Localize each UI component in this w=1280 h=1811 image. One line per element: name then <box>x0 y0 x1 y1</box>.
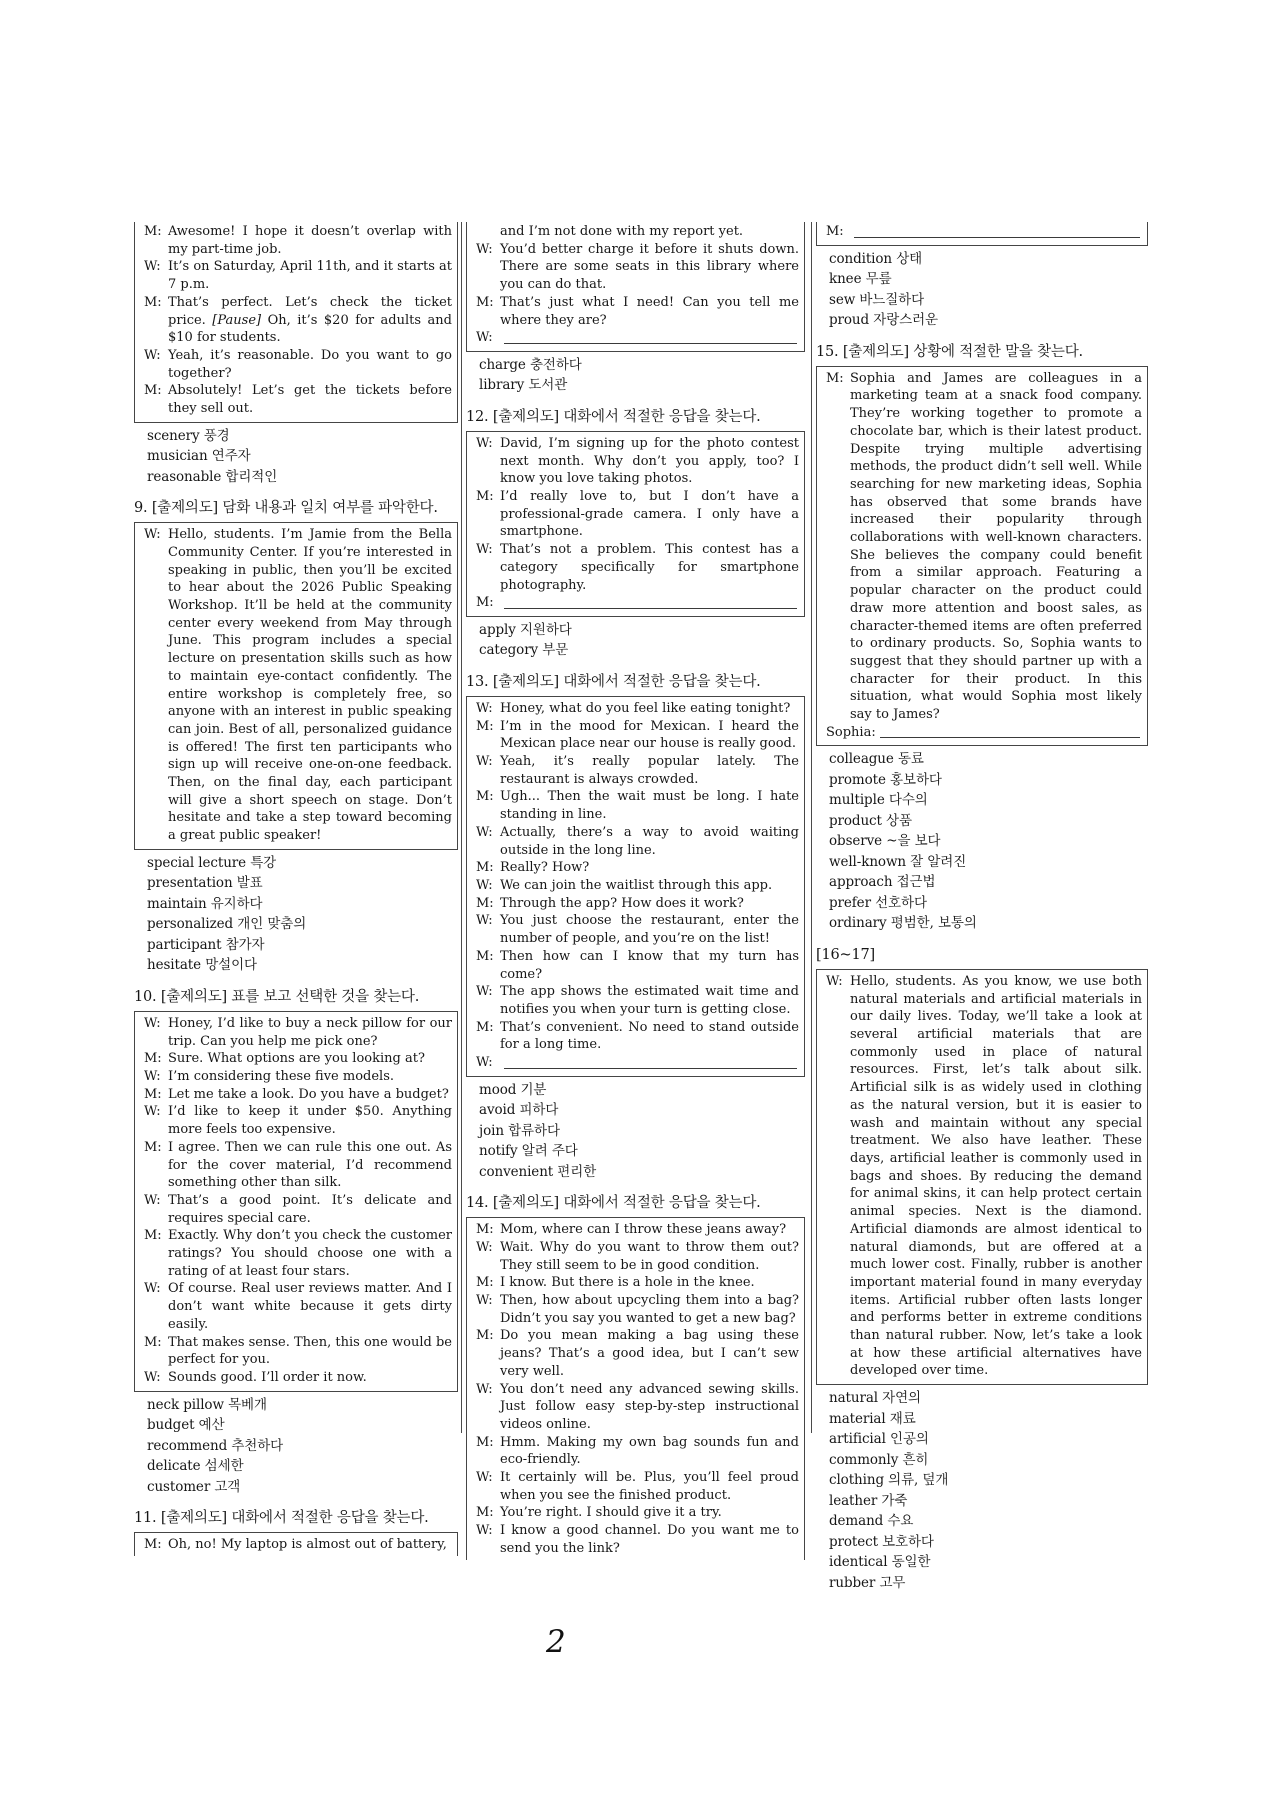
vocab-item: sew 바느질하다 <box>829 291 925 308</box>
dialogue-text: Yeah, it’s really popular lately. The restaurant is always crowded. <box>500 754 799 787</box>
dialogue-line <box>144 294 452 347</box>
dialogue-text: Sounds good. I’ll order it now. <box>168 1369 367 1385</box>
dialogue-box <box>466 1217 805 1559</box>
vocab-item: budget 예산 <box>147 1417 225 1434</box>
dialogue-text: That’s convenient. No need to stand outside for a long time. <box>500 1019 799 1053</box>
dialogue-line <box>826 370 1142 724</box>
vocab-item: scenery 풍경 <box>147 427 230 444</box>
vocab-list <box>134 850 458 978</box>
speaker-label: M: <box>476 1275 494 1291</box>
speaker-label: M: <box>144 1537 162 1553</box>
speaker-label: W: <box>476 435 493 451</box>
speaker-label: M: <box>476 860 494 876</box>
speaker-label: M: <box>144 224 162 239</box>
vocab-item: product 상품 <box>829 812 912 829</box>
dialogue-line <box>476 329 799 347</box>
dialogue-text: It’s on Saturday, April 11th, and it starts at 7 p.m. <box>168 259 452 293</box>
question-header: 12. [출제의도] 대화에서 적절한 응답을 찾는다. <box>466 408 761 425</box>
dialogue-text: The app shows the estimated wait time and notifies you when your turn is getting close. <box>500 984 799 1017</box>
dialogue-text: That’s just what I need! Can you tell me where they are? <box>500 294 799 328</box>
question-header: 11. [출제의도] 대화에서 적절한 응답을 찾는다. <box>134 1510 429 1527</box>
dialogue-text: Hmm. Making my own bag sounds fun and eco-friendly. <box>500 1434 799 1468</box>
vocab-item: commonly 흔히 <box>829 1451 929 1468</box>
speaker-label: M: <box>476 1019 494 1035</box>
speaker-label: W: <box>144 259 161 275</box>
dialogue-text: I’d really love to, but I don’t have a professional-grade camera. I only have a smartphone. <box>500 489 799 540</box>
dialogue-box <box>816 366 1148 747</box>
dialogue-line <box>476 541 799 594</box>
dialogue-text: Sophia and James are colleagues in a marketing team at a snack food company. They’re working together to promote a chocolate bar, which is their latest product. Despite trying multiple advertising methods, the product didn’t sell well. While searching for new marketing ideas, Sophia has observed that some brands have increased their popularity through collaborations with well-known characters. She believes the company could benefit from a similar approach. Featuring a popular character on the product could draw more attention and boost sales, as character-themed items are often preferred to ordinary products. So, Sophia wants to suggest that they should partner up with a character for their product. In this situation, what would Sophia most likely say to James? <box>850 370 1142 723</box>
vocab-item: notify 알려 주다 <box>479 1143 578 1160</box>
dialogue-line <box>476 753 799 788</box>
speaker-label: W: <box>144 1015 161 1031</box>
vocab-list <box>134 1392 458 1500</box>
dialogue-line <box>144 1369 452 1387</box>
vocab-item: well-known 잘 알려진 <box>829 853 967 870</box>
vocab-item: delicate 섬세한 <box>147 1458 244 1475</box>
dialogue-line <box>144 223 452 258</box>
speaker-label: W: <box>476 1381 493 1397</box>
dialogue-line <box>144 1280 452 1333</box>
vocab-item: clothing 의류, 덮개 <box>829 1472 949 1489</box>
speaker-label: W: <box>476 241 493 257</box>
dialogue-line <box>476 859 799 877</box>
speaker-label: W: <box>476 1055 493 1071</box>
dialogue-box <box>816 222 1148 246</box>
question-header: 15. [출제의도] 상황에 적절한 말을 찾는다. <box>816 343 1083 360</box>
dialogue-line <box>476 1469 799 1504</box>
vocab-item: mood 기분 <box>479 1081 547 1098</box>
vocab-item: reasonable 합리적인 <box>147 468 278 485</box>
speaker-label: W: <box>476 824 493 840</box>
dialogue-text: It certainly will be. Plus, you’ll feel proud when you see the finished product. <box>500 1470 799 1503</box>
dialogue-text: Yeah, it’s reasonable. Do you want to go together? <box>168 347 452 381</box>
dialogue-line <box>476 435 799 488</box>
dialogue-line <box>476 983 799 1018</box>
vocab-item: colleague 동료 <box>829 751 924 768</box>
dialogue-text: Do you mean making a bag using these jeans? That’s a good idea, but I can’t sew very well. <box>500 1328 799 1379</box>
speaker-label: M: <box>476 294 494 310</box>
dialogue-line <box>144 1068 452 1086</box>
vocab-item: leather 가죽 <box>829 1492 908 1509</box>
dialogue-text: We can join the waitlist through this app. <box>500 877 773 893</box>
dialogue-text: You don’t need any advanced sewing skills. Just follow easy step-by-step instructional videos online. <box>500 1381 799 1432</box>
dialogue-box <box>466 696 805 1077</box>
dialogue-text: Actually, there’s a way to avoid waiting outside in the long line. <box>500 824 799 858</box>
dialogue-text: David, I’m signing up for the photo contest next month. Why don’t you apply, too? I know you love taking photos. <box>500 435 799 487</box>
vocab-list <box>134 423 458 490</box>
vocab-item: recommend 추천하다 <box>147 1437 284 1454</box>
column-divider <box>811 222 812 1433</box>
dialogue-text: Of course. Real user reviews matter. And I don’t want white because it gets dirty easily. <box>168 1281 452 1332</box>
speaker-label: M: <box>144 1086 162 1102</box>
question-header: 10. [출제의도] 표를 보고 선택한 것을 찾는다. <box>134 988 420 1005</box>
vocab-item: approach 접근법 <box>829 874 936 891</box>
dialogue-text: Sure. What options are you looking at? <box>168 1051 425 1067</box>
dialogue-line <box>476 241 799 294</box>
dialogue-text: Absolutely! Let’s get the tickets before they sell out. <box>168 383 452 417</box>
dialogue-text: I’m in the mood for Mexican. I heard the Mexican place near our house is really good. <box>500 718 799 752</box>
dialogue-box <box>134 1011 458 1392</box>
vocab-item: personalized 개인 맞춤의 <box>147 916 307 933</box>
answer-blank <box>504 1055 797 1069</box>
question-header: 9. [출제의도] 담화 내용과 일치 여부를 파악한다. <box>134 500 438 517</box>
speaker-label: Sophia: <box>826 724 876 740</box>
dialogue-text: Then, how about upcycling them into a bag? Didn’t you say you wanted to get a new bag? <box>500 1293 799 1326</box>
column-middle <box>466 222 805 1560</box>
dialogue-text: Honey, what do you feel like eating tonight? <box>500 700 791 716</box>
vocab-item: knee 무릎 <box>829 271 892 288</box>
dialogue-text: I’d like to keep it under $50. Anything more feels too expensive. <box>168 1104 452 1138</box>
speaker-label: W: <box>476 984 493 1000</box>
dialogue-line <box>144 1050 452 1068</box>
dialogue-text: That makes sense. Then, this one would be perfect for you. <box>168 1334 452 1368</box>
question-header: [16~17] <box>816 946 875 963</box>
dialogue-line <box>476 824 799 859</box>
vocab-item: natural 자연의 <box>829 1390 921 1407</box>
speaker-label: W: <box>476 542 493 558</box>
vocab-item: category 부문 <box>479 642 569 659</box>
vocab-item: promote 홍보하다 <box>829 771 942 788</box>
vocab-item: avoid 피하다 <box>479 1102 559 1119</box>
vocab-item: artificial 인공의 <box>829 1431 929 1448</box>
speaker-label: M: <box>476 789 494 805</box>
vocab-item: convenient 편리한 <box>479 1163 597 1180</box>
dialogue-line <box>144 258 452 293</box>
vocab-list <box>816 246 1148 333</box>
speaker-label: W: <box>476 754 493 770</box>
dialogue-text: Awesome! I hope it doesn’t overlap with my part-time job. <box>168 224 452 257</box>
speaker-label: W: <box>144 1369 161 1385</box>
dialogue-box <box>134 222 458 423</box>
dialogue-line <box>476 1239 799 1274</box>
dialogue-line <box>476 895 799 913</box>
vocab-item: material 재료 <box>829 1410 916 1427</box>
vocab-item: rubber 고무 <box>829 1574 906 1591</box>
vocab-item: maintain 유지하다 <box>147 895 263 912</box>
dialogue-text: I know. But there is a hole in the knee. <box>500 1275 755 1291</box>
vocab-item: charge 충전하다 <box>479 356 582 373</box>
speaker-label: W: <box>476 700 493 716</box>
vocab-item: multiple 다수의 <box>829 792 928 809</box>
dialogue-text: Let me take a look. Do you have a budget? <box>168 1086 449 1102</box>
dialogue-line <box>144 382 452 417</box>
vocab-item: musician 연주자 <box>147 448 251 465</box>
dialogue-line <box>476 1381 799 1434</box>
dialogue-line <box>476 718 799 753</box>
dialogue-box <box>134 522 458 850</box>
speaker-label: M: <box>476 1434 494 1450</box>
vocab-item: participant 참가자 <box>147 936 265 953</box>
dialogue-text: I’m considering these five models. <box>168 1069 395 1084</box>
speaker-label: W: <box>476 1523 493 1539</box>
dialogue-line <box>476 1522 799 1557</box>
dialogue-text: Oh, no! My laptop is almost out of battery, <box>168 1537 447 1553</box>
vocab-item: identical 동일한 <box>829 1554 931 1571</box>
answer-blank <box>880 724 1140 738</box>
vocab-item: customer 고객 <box>147 1478 241 1495</box>
dialogue-line <box>476 700 799 718</box>
dialogue-line <box>476 1054 799 1072</box>
vocab-item: condition 상태 <box>829 250 923 267</box>
speaker-label: W: <box>476 877 493 893</box>
vocab-item: protect 보호하다 <box>829 1533 934 1550</box>
speaker-label: M: <box>826 224 844 239</box>
answer-blank <box>854 224 1140 238</box>
speaker-label: W: <box>144 1069 161 1084</box>
dialogue-text: I know a good channel. Do you want me to send you the link? <box>500 1523 799 1556</box>
dialogue-line <box>826 223 1142 241</box>
dialogue-box <box>466 222 805 352</box>
speaker-label: M: <box>144 1051 162 1067</box>
dialogue-text: You’re right. I should give it a try. <box>500 1505 722 1521</box>
dialogue-text: I agree. Then we can rule this one out. As for the cover material, I’d recommend something other than silk. <box>168 1139 452 1191</box>
question-header: 13. [출제의도] 대화에서 적절한 응답을 찾는다. <box>466 673 761 690</box>
dialogue-line <box>476 788 799 823</box>
vocab-item: ordinary 평범한, 보통의 <box>829 915 977 932</box>
vocab-item: prefer 선호하다 <box>829 894 927 911</box>
speaker-label: M: <box>144 1334 162 1350</box>
speaker-label: M: <box>144 1139 162 1155</box>
dialogue-box <box>134 1532 458 1556</box>
speaker-label: M: <box>826 370 844 386</box>
dialogue-line <box>144 1536 452 1554</box>
speaker-label: W: <box>826 973 843 989</box>
dialogue-line <box>144 1192 452 1227</box>
answer-blank <box>504 595 797 609</box>
dialogue-line <box>826 724 1142 742</box>
speaker-label: W: <box>144 527 161 543</box>
vocab-item: apply 지원하다 <box>479 621 572 638</box>
speaker-label: M: <box>476 595 494 611</box>
speaker-label: W: <box>144 1192 161 1208</box>
speaker-label: W: <box>476 1293 493 1309</box>
speaker-label: M: <box>476 718 494 734</box>
dialogue-text: Really? How? <box>500 860 590 876</box>
speaker-label: M: <box>144 383 162 399</box>
speaker-label: W: <box>476 1470 493 1486</box>
answer-blank <box>504 330 797 344</box>
question-header: 14. [출제의도] 대화에서 적절한 응답을 찾는다. <box>466 1195 761 1212</box>
dialogue-line <box>476 594 799 612</box>
vocab-list <box>466 1077 805 1185</box>
dialogue-text: You’d better charge it before it shuts down. There are some seats in this library where you can do that. <box>500 241 799 293</box>
dialogue-text: Wait. Why do you want to throw them out? They still seem to be in good condition. <box>500 1239 799 1273</box>
vocab-list <box>466 617 805 663</box>
dialogue-line <box>144 1227 452 1280</box>
dialogue-text: Hello, students. I’m Jamie from the Bella Community Center. If you’re interested in speaking in public, then you’ll be excited to hear about the 2026 Public Speaking Workshop. It’ll be held at the community center every weekend from May through June. This program includes a special lecture on presentation skills such as how to maintain eye-contact confidently. The entire workshop is completely free, so anyone with an interest in public speaking can join. Best of all, personalized guidance is offered! The first ten participants who sign up will receive one-on-one feedback. Then, on the final day, each participant will give a short speech on stage. Don’t hesitate and take a step toward becoming a great public speaker! <box>168 527 452 844</box>
dialogue-line <box>144 526 452 845</box>
dialogue-line <box>476 488 799 541</box>
dialogue-line <box>144 1334 452 1369</box>
speaker-label: W: <box>476 913 493 929</box>
dialogue-line <box>144 347 452 382</box>
vocab-item: presentation 발표 <box>147 875 263 892</box>
speaker-label: M: <box>476 1328 494 1344</box>
page-number: 2 <box>546 1624 566 1660</box>
dialogue-line <box>476 1504 799 1522</box>
speaker-label: M: <box>144 294 162 310</box>
dialogue-line <box>476 1221 799 1239</box>
dialogue-line <box>476 294 799 329</box>
dialogue-line <box>476 1292 799 1327</box>
vocab-list <box>816 1385 1148 1595</box>
speaker-label: M: <box>476 1222 494 1238</box>
vocab-item: observe ~을 보다 <box>829 833 941 850</box>
speaker-label: M: <box>476 948 494 964</box>
column-divider <box>461 222 462 1433</box>
dialogue-box <box>816 969 1148 1385</box>
dialogue-box <box>466 431 805 617</box>
dialogue-line <box>476 1327 799 1380</box>
dialogue-line <box>476 1434 799 1469</box>
dialogue-text: and I’m not done with my report yet. <box>500 224 744 239</box>
vocab-item: proud 자랑스러운 <box>829 312 938 329</box>
speaker-label: W: <box>144 1281 161 1297</box>
dialogue-text: Ugh... Then the wait must be long. I hate standing in line. <box>500 789 799 823</box>
dialogue-text: Hello, students. As you know, we use both natural materials and artificial materials in our daily lives. Today, we’ll take a look at several artificial materials that are commonly used in place of natural resources. First, let’s talk about silk. Artificial silk is as widely used in clothing as the natural version, but it is easier to wash and maintain without any special treatment. We also have leather. These days, artificial leather is commonly used in bags and shoes. By reducing the demand for animal skins, it can help protect certain animal species. Next is the diamond. Artificial diamonds are almost identical to natural diamonds, but are offered at a much lower cost. Finally, rubber is another important material found in many everyday items. Artificial rubber often lasts longer and performs better in extreme conditions than natural rubber. Now, let’s take a look at how these artificial alternatives have developed over time. <box>850 973 1142 1379</box>
speaker-label: M: <box>476 1505 494 1521</box>
dialogue-line <box>476 948 799 983</box>
column-left <box>134 222 458 1556</box>
dialogue-line <box>476 223 799 241</box>
speaker-label: W: <box>476 330 493 346</box>
vocab-list <box>466 352 805 398</box>
pause-marker: [Pause] <box>212 312 262 328</box>
dialogue-text: Honey, I’d like to buy a neck pillow for our trip. Can you help me pick one? <box>168 1015 452 1049</box>
vocab-item: hesitate 망설이다 <box>147 957 257 974</box>
speaker-label: W: <box>144 347 161 363</box>
vocab-item: demand 수요 <box>829 1513 914 1530</box>
vocab-list <box>816 746 1148 936</box>
dialogue-text: Through the app? How does it work? <box>500 895 744 911</box>
dialogue-text: That’s a good point. It’s delicate and requires special care. <box>168 1192 452 1226</box>
dialogue-text: Mom, where can I throw these jeans away? <box>500 1222 787 1238</box>
dialogue-text: That’s not a problem. This contest has a category specifically for smartphone photography. <box>500 542 799 593</box>
dialogue-line <box>144 1086 452 1104</box>
dialogue-text: That’s perfect. Let’s check the ticket price. [Pause] Oh, it’s $20 for adults and $10 for students. <box>168 294 452 346</box>
dialogue-line <box>144 1015 452 1050</box>
dialogue-line <box>476 912 799 947</box>
dialogue-line <box>476 1019 799 1054</box>
dialogue-text: You just choose the restaurant, enter the number of people, and you’re on the list! <box>500 913 799 947</box>
dialogue-line <box>826 973 1142 1380</box>
speaker-label: W: <box>476 1239 493 1255</box>
vocab-item: library 도서관 <box>479 377 568 394</box>
vocab-item: join 합류하다 <box>479 1122 560 1139</box>
dialogue-text: Exactly. Why don’t you check the customer ratings? You should choose one with a rating of at least four stars. <box>168 1228 452 1279</box>
dialogue-line <box>476 1274 799 1292</box>
vocab-item: special lecture 특강 <box>147 854 277 871</box>
dialogue-line <box>144 1139 452 1192</box>
speaker-label: M: <box>476 489 494 505</box>
dialogue-line <box>144 1103 452 1138</box>
speaker-label: W: <box>144 1104 161 1120</box>
column-right <box>816 222 1148 1595</box>
speaker-label: M: <box>144 1228 162 1244</box>
dialogue-line <box>476 877 799 895</box>
dialogue-text: Then how can I know that my turn has come? <box>500 948 799 982</box>
vocab-item: neck pillow 목베개 <box>147 1396 267 1413</box>
speaker-label: M: <box>476 895 494 911</box>
